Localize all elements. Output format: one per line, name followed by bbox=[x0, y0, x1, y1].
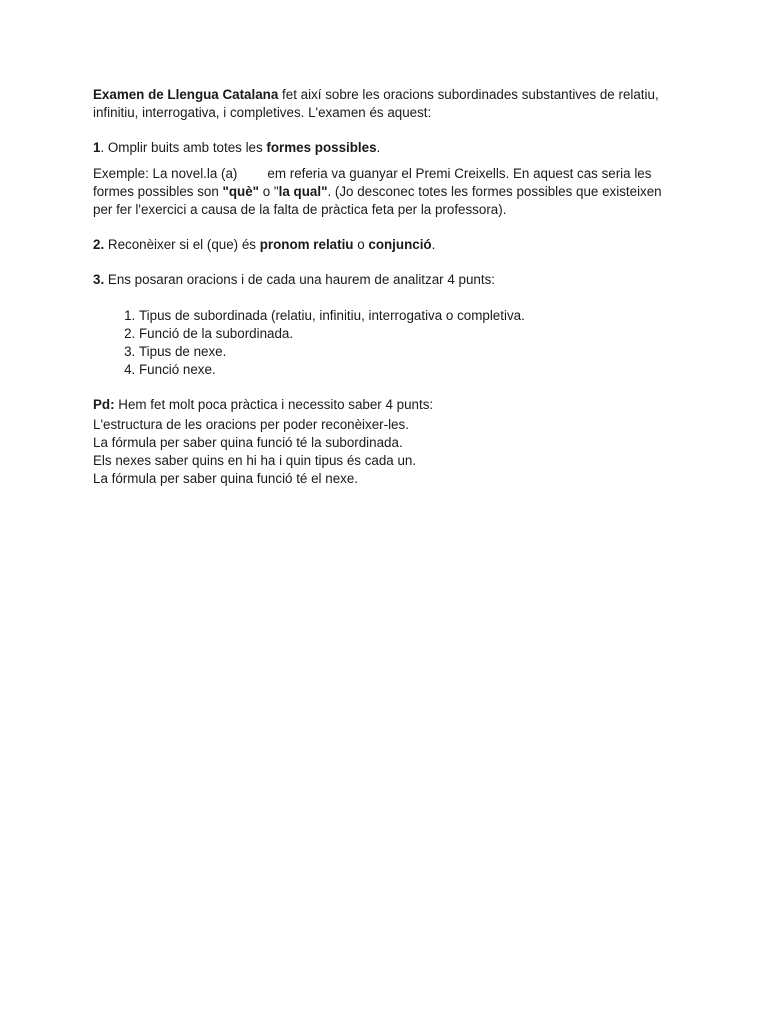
intro-paragraph bbox=[93, 86, 683, 122]
item-1-bold: formes possibles bbox=[266, 140, 377, 155]
pd-text: Hem fet molt poca pràctica i necessito saber 4 punts: bbox=[114, 397, 434, 412]
item-2-text-b: o bbox=[353, 237, 369, 252]
pd-paragraph bbox=[93, 396, 683, 414]
example-text-d: . (Jo desconec totes les formes possibles que existeixen per fer l'exercici a causa de la falta de pràctica feta per la professora). bbox=[93, 184, 662, 217]
example-bold-1: "què" bbox=[222, 184, 260, 199]
exam-title: Examen de Llengua Catalana bbox=[93, 87, 279, 102]
item-3-paragraph bbox=[93, 271, 683, 289]
pd-label: Pd: bbox=[93, 397, 115, 412]
item-1-text-b: . bbox=[376, 140, 381, 155]
item-2-text-c: . bbox=[431, 237, 436, 252]
item-2-text-a: Reconèixer si el (que) és bbox=[104, 237, 260, 252]
example-bold-2: la qual" bbox=[278, 184, 328, 199]
list-item: 3. Tipus de nexe. bbox=[139, 343, 683, 361]
item-2-bold-2: conjunció bbox=[368, 237, 432, 252]
list-item: 4. Funció nexe. bbox=[139, 361, 683, 379]
need-line: La fórmula per saber quina funció té el nexe. bbox=[93, 471, 359, 486]
item-3-text: Ens posaran oracions i de cada una haurem de analitzar 4 punts: bbox=[104, 272, 495, 287]
example-text-c: o bbox=[259, 184, 274, 199]
example-paragraph bbox=[93, 165, 683, 219]
example-text-a: Exemple: La novel.la (a) bbox=[93, 166, 238, 181]
item-1-number: 1 bbox=[93, 140, 101, 155]
need-line: Els nexes saber quins en hi ha i quin tipus és cada un. bbox=[93, 453, 417, 468]
item-1-text-a: . Omplir buits amb totes les bbox=[100, 140, 267, 155]
item-2-number: 2. bbox=[93, 237, 105, 252]
list-item: 1. Tipus de subordinada (relatiu, infinitiu, interrogativa o completiva. bbox=[139, 307, 683, 325]
intro-text: fet així sobre les oracions subordinades substantives de relatiu, infinitiu, interrogativa, i completives. L'examen és aquest: bbox=[93, 87, 659, 120]
document-page bbox=[93, 86, 683, 488]
item-2-paragraph bbox=[93, 236, 683, 254]
item-1-paragraph bbox=[93, 139, 683, 157]
list-item: 2. Funció de la subordinada. bbox=[139, 325, 683, 343]
item-3-number: 3. bbox=[93, 272, 105, 287]
example-text-b: em referia va guanyar el Premi Creixells. En aquest cas seria les formes possibles son bbox=[93, 166, 652, 199]
points-list bbox=[93, 307, 683, 379]
item-2-bold-1: pronom relatiu bbox=[259, 237, 354, 252]
need-line: L'estructura de les oracions per poder reconèixer-les. bbox=[93, 417, 409, 432]
example-quote-open: " bbox=[273, 184, 279, 199]
need-line: La fórmula per saber quina funció té la subordinada. bbox=[93, 435, 403, 450]
needs-block bbox=[93, 416, 683, 488]
